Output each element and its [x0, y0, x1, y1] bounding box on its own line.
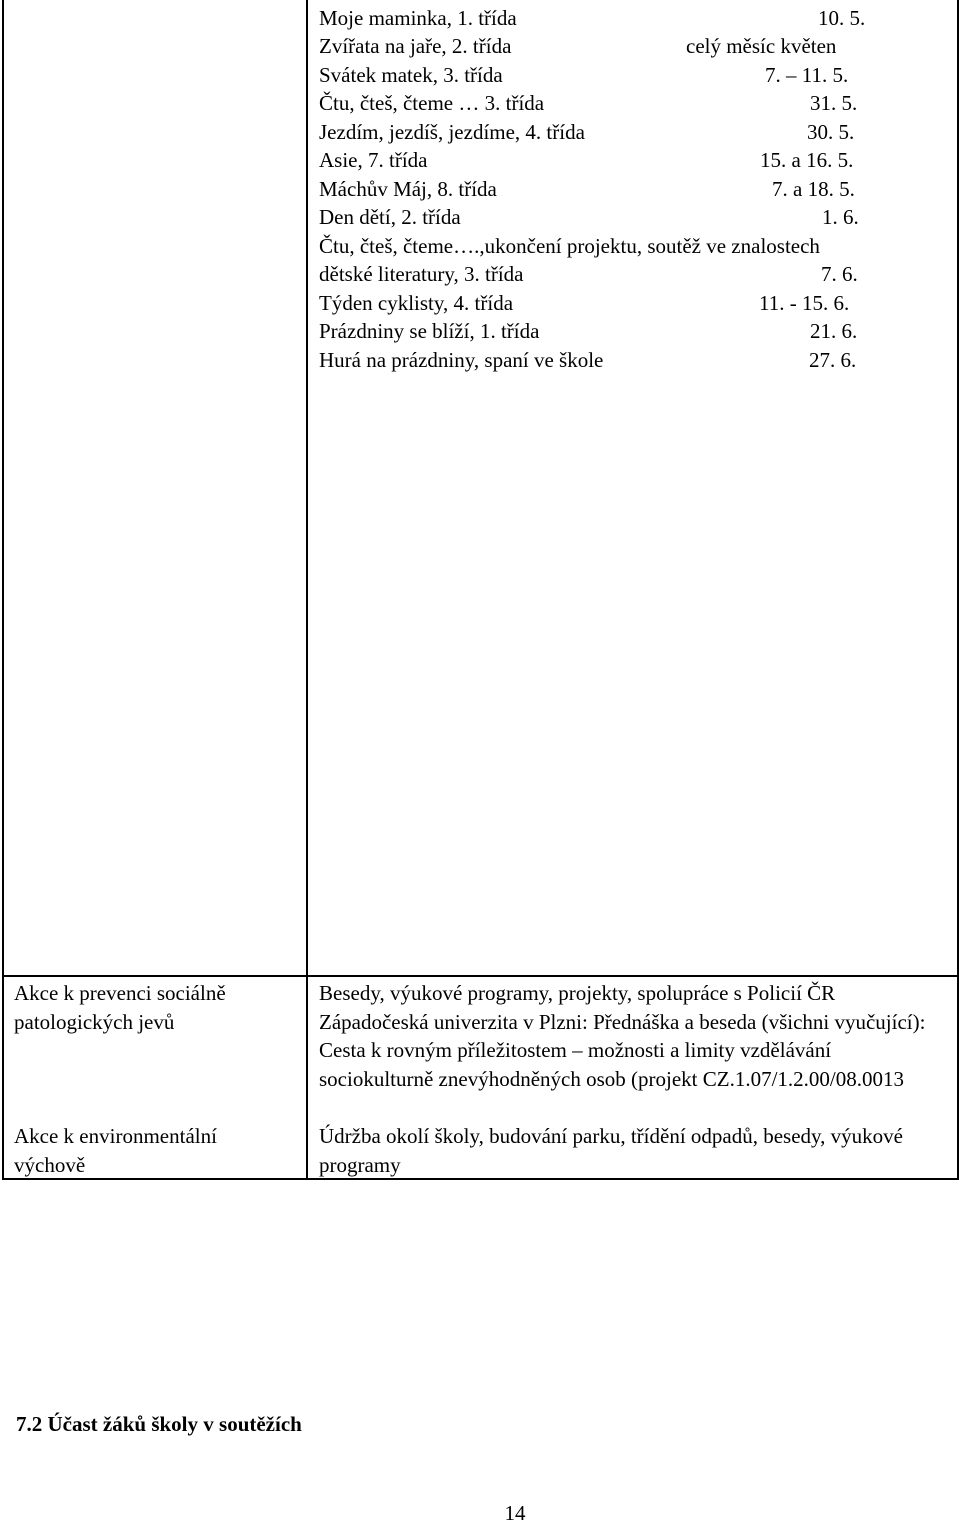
prevention-title: Akce k prevenci sociálně patologických jevů	[14, 981, 226, 1034]
event-date: celý měsíc květen	[686, 34, 837, 58]
event-label: Den dětí, 2. třída	[319, 205, 461, 229]
event-label: Čtu, čteš, čteme … 3. třída	[319, 91, 545, 115]
event-label: Asie, 7. třída	[319, 148, 428, 172]
prevention-description: Besedy, výukové programy, projekty, spolupráce s Policií ČR Západočeská univerzita v Plzni: Přednáška a beseda (všichni vyučující): Cesta k rovným příležitostem – možnosti a limity vzdělávání sociokulturně znevýhodněných osob (projekt CZ.1.07/1.2.00/08.0013	[319, 981, 926, 1091]
event-date: 21. 6.	[810, 319, 858, 343]
table-border-right	[957, 0, 959, 1180]
event-date: 7. a 18. 5.	[772, 177, 855, 201]
event-label: Jezdím, jezdíš, jezdíme, 4. třída	[319, 120, 585, 144]
event-label: Moje maminka, 1. třída	[319, 6, 517, 30]
event-label: Hurá na prázdniny, spaní ve škole	[319, 348, 604, 372]
event-date: 7. – 11. 5.	[765, 63, 849, 87]
table-column-divider	[306, 0, 308, 1180]
event-date: 10. 5.	[818, 6, 866, 30]
event-date: 30. 5.	[807, 120, 855, 144]
event-label: dětské literatury, 3. třída	[319, 262, 524, 286]
event-date: 27. 6.	[809, 348, 857, 372]
event-date: 11. - 15. 6.	[759, 291, 850, 315]
environment-title: Akce k environmentální výchově	[14, 1124, 217, 1177]
event-date: 31. 5.	[810, 91, 858, 115]
event-label: Máchův Máj, 8. třída	[319, 177, 497, 201]
event-label: Zvířata na jaře, 2. třída	[319, 34, 512, 58]
page-number: 14	[504, 1501, 526, 1525]
event-label: Čtu, čteš, čteme….,ukončení projektu, soutěž ve znalostech	[319, 234, 820, 258]
event-date: 15. a 16. 5.	[760, 148, 854, 172]
section-heading: 7.2 Účast žáků školy v soutěžích	[16, 1412, 302, 1436]
event-label: Svátek matek, 3. třída	[319, 63, 503, 87]
event-date: 1. 6.	[822, 205, 859, 229]
event-label: Týden cyklisty, 4. třída	[319, 291, 514, 315]
event-date: 7. 6.	[821, 262, 858, 286]
event-label: Prázdniny se blíží, 1. třída	[319, 319, 540, 343]
environment-description: Údržba okolí školy, budování parku, třídění odpadů, besedy, výukové programy	[319, 1124, 903, 1177]
table-row-divider	[2, 975, 959, 977]
table-border-left	[2, 0, 4, 1180]
